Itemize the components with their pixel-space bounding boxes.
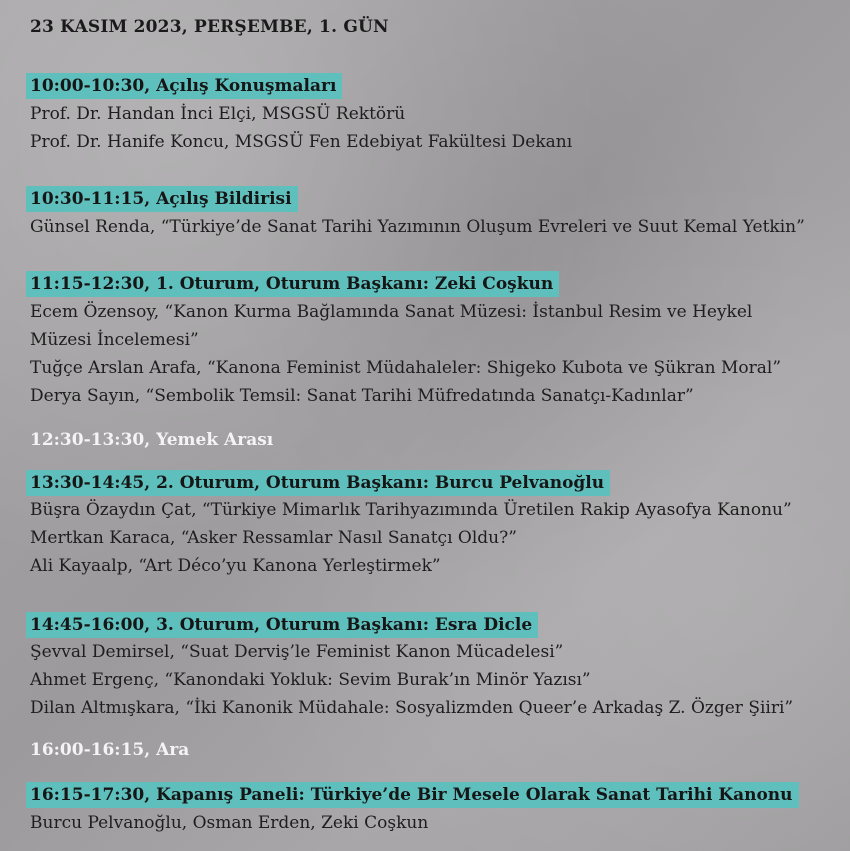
session-line: Müzesi İncelemesi”	[30, 330, 199, 350]
session-line: Günsel Renda, “Türkiye’de Sanat Tarihi Yazımının Oluşum Evreleri ve Suut Kemal Yetkin”	[30, 217, 805, 237]
session-line: Tuğçe Arslan Arafa, “Kanona Feminist Müdahaleler: Shigeko Kubota ve Şükran Moral”	[30, 358, 782, 378]
session-heading: 10:00-10:30, Açılış Konuşmaları	[26, 73, 342, 99]
session-heading: 10:30-11:15, Açılış Bildirisi	[26, 186, 298, 212]
session-line: Ecem Özensoy, “Kanon Kurma Bağlamında Sanat Müzesi: İstanbul Resim ve Heykel	[30, 302, 753, 322]
session-line: Ali Kayaalp, “Art Déco’yu Kanona Yerleştirmek”	[30, 556, 441, 576]
session-line: Büşra Özaydın Çat, “Türkiye Mimarlık Tarihyazımında Üretilen Rakip Ayasofya Kanonu”	[30, 500, 792, 520]
session-line: Dilan Altmışkara, “İki Kanonik Müdahale: Sosyalizmden Queer’e Arkadaş Z. Özger Şiiri”	[30, 698, 794, 718]
session-line: Prof. Dr. Hanife Koncu, MSGSÜ Fen Edebiyat Fakültesi Dekanı	[30, 132, 573, 152]
session-line: Derya Sayın, “Sembolik Temsil: Sanat Tarihi Müfredatında Sanatçı-Kadınlar”	[30, 386, 694, 406]
session-heading: 14:45-16:00, 3. Oturum, Oturum Başkanı: Esra Dicle	[26, 612, 538, 638]
date-heading: 23 KASIM 2023, PERŞEMBE, 1. GÜN	[30, 17, 389, 37]
session-line: Şevval Demirsel, “Suat Derviş’le Feminist Kanon Mücadelesi”	[30, 642, 564, 662]
session-line: Mertkan Karaca, “Asker Ressamlar Nasıl Sanatçı Oldu?”	[30, 528, 517, 548]
break-label: 12:30-13:30, Yemek Arası	[30, 430, 274, 450]
break-label: 16:00-16:15, Ara	[30, 740, 190, 760]
session-heading: 11:15-12:30, 1. Oturum, Oturum Başkanı: Zeki Coşkun	[26, 271, 559, 297]
session-line: Burcu Pelvanoğlu, Osman Erden, Zeki Coşkun	[30, 813, 429, 833]
session-heading: 16:15-17:30, Kapanış Paneli: Türkiye’de Bir Mesele Olarak Sanat Tarihi Kanonu	[26, 782, 799, 808]
session-heading: 13:30-14:45, 2. Oturum, Oturum Başkanı: Burcu Pelvanoğlu	[26, 470, 610, 496]
session-line: Ahmet Ergenç, “Kanondaki Yokluk: Sevim Burak’ın Minör Yazısı”	[30, 670, 591, 690]
session-line: Prof. Dr. Handan İnci Elçi, MSGSÜ Rektörü	[30, 104, 406, 124]
